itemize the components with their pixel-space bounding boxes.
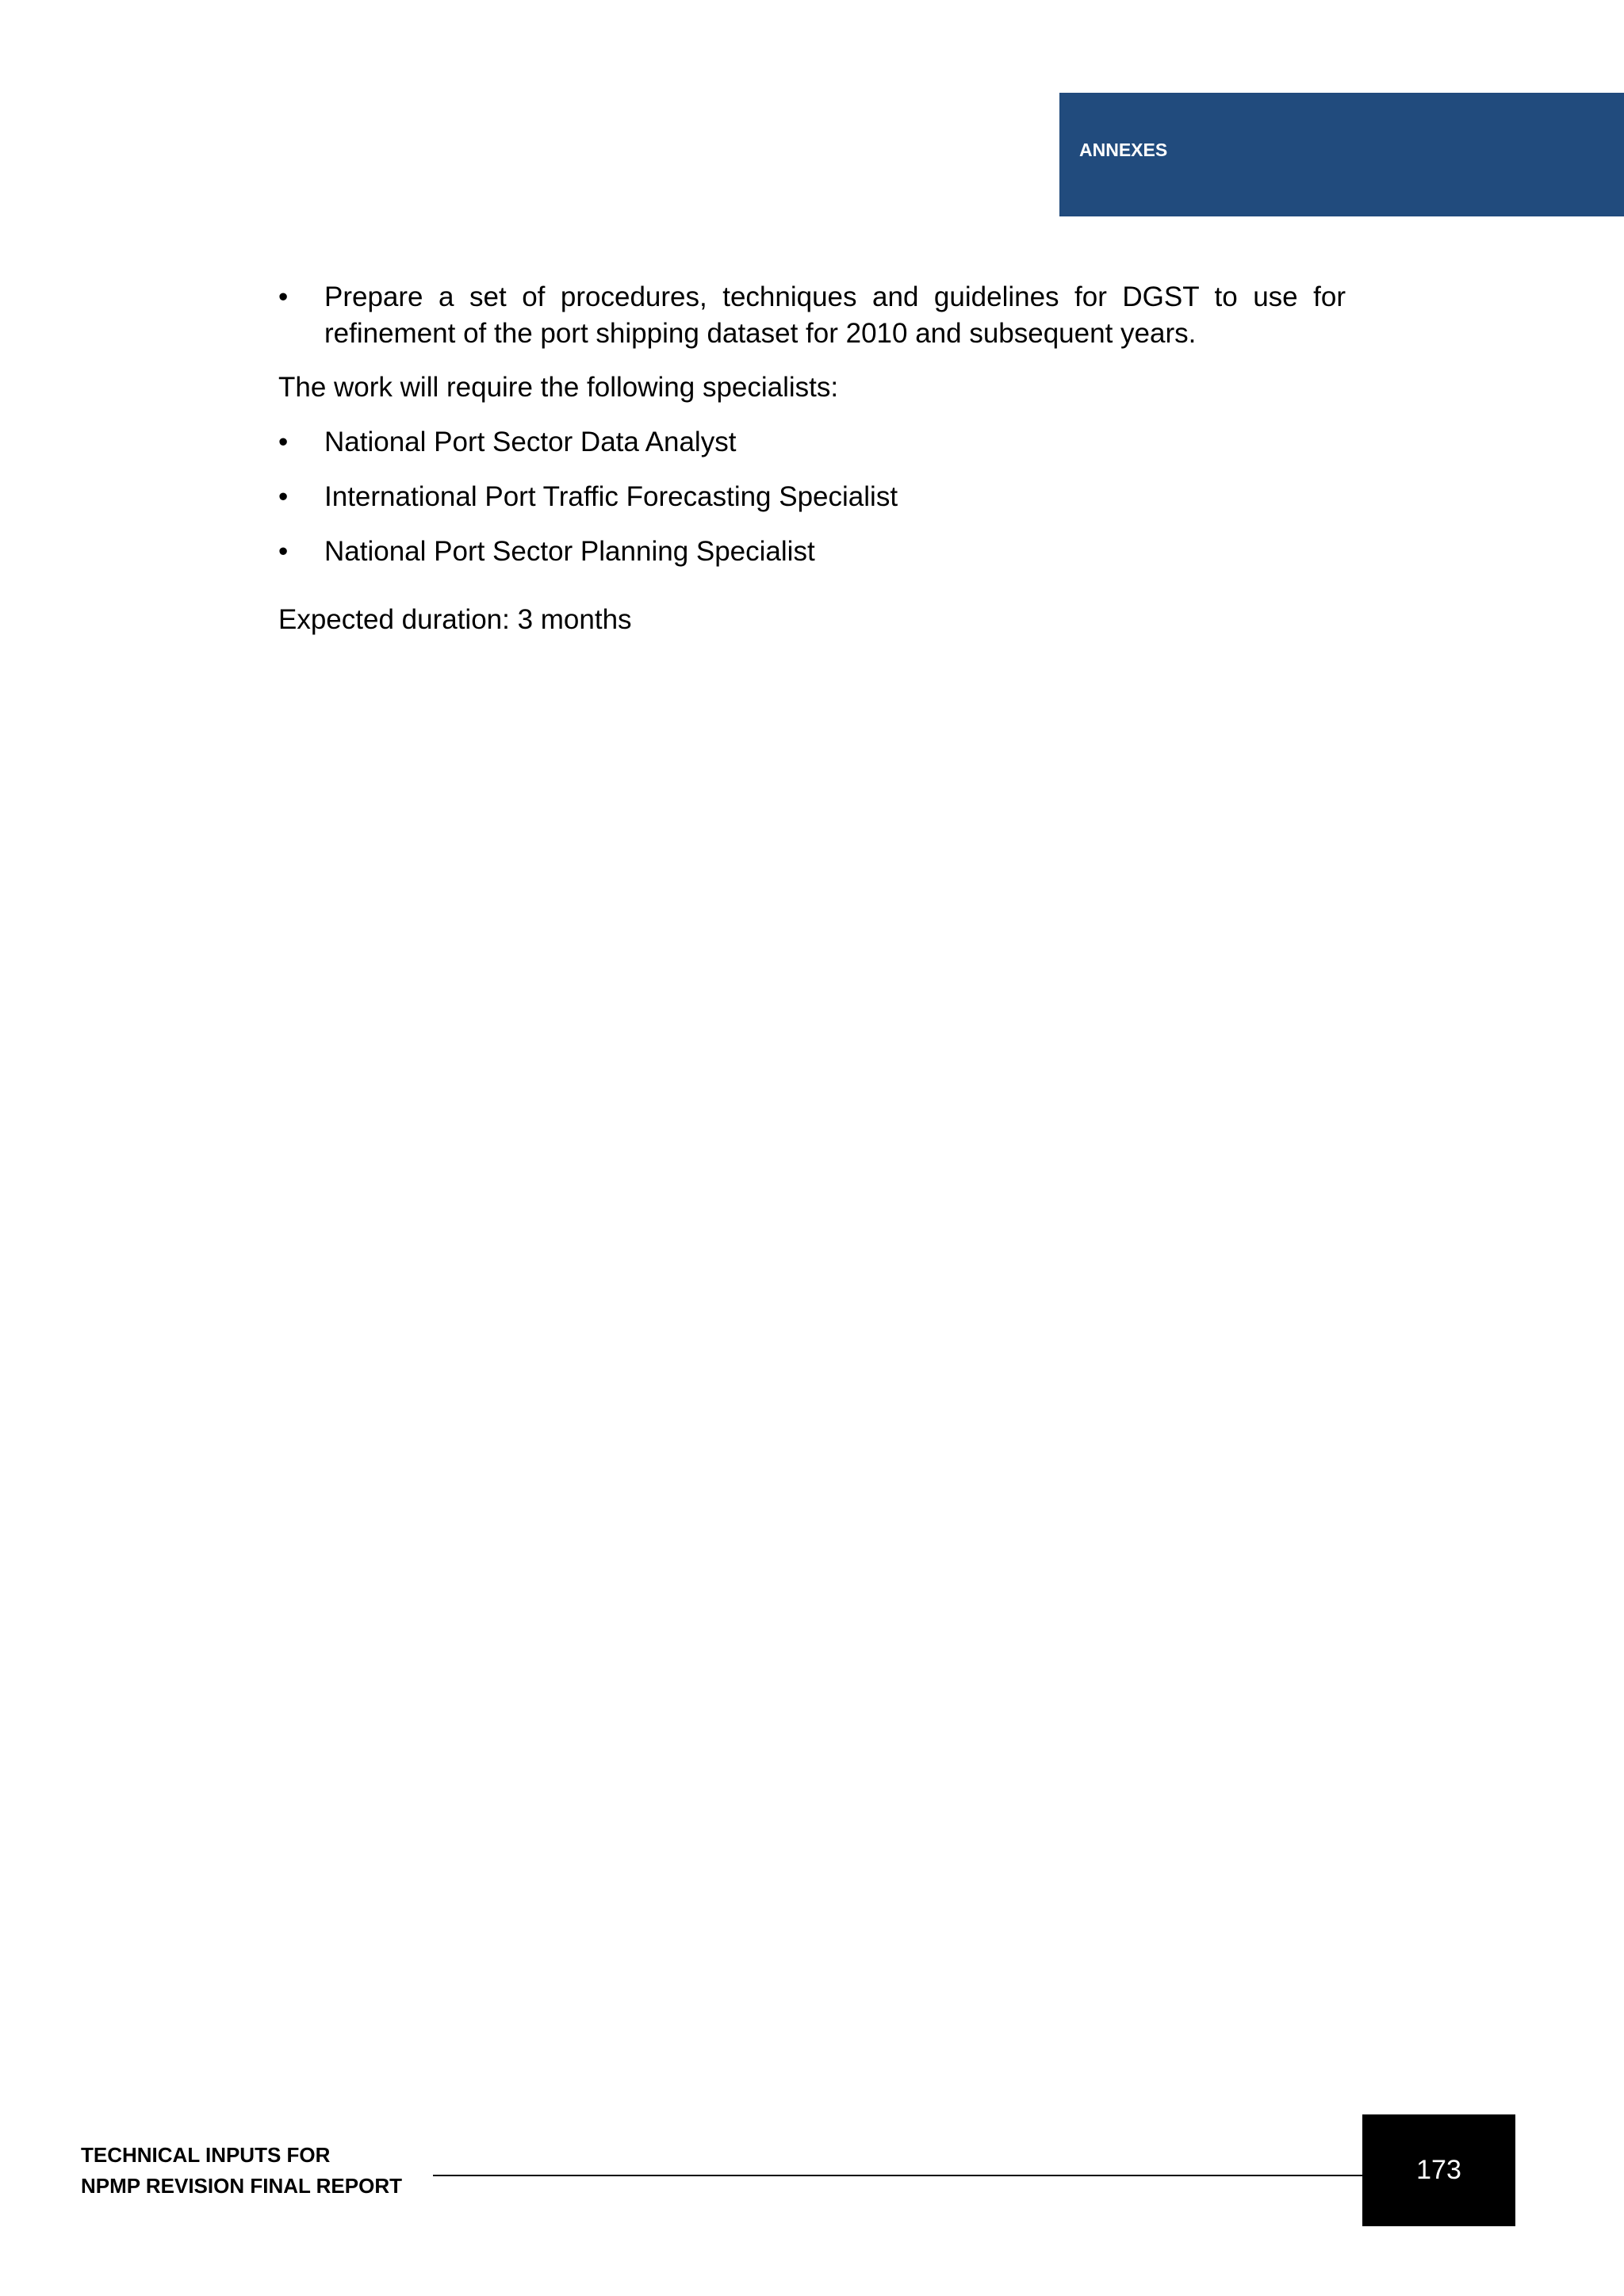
expected-duration: Expected duration: 3 months <box>278 604 632 635</box>
page-number-box <box>1362 2114 1515 2226</box>
specialist-item: National Port Sector Planning Specialist <box>324 536 815 567</box>
bullet-text: Prepare a set of procedures, techniques and guidelines for DGST to use for refinement of the port shipping dataset for 2010 and subsequent years. <box>324 281 1346 349</box>
list-item <box>278 479 1346 515</box>
page-number: 173 <box>1416 2155 1461 2185</box>
footer-title-line: TECHNICAL INPUTS FOR <box>81 2143 331 2167</box>
bullet-icon: • <box>278 481 289 512</box>
specialists-intro: The work will require the following specialists: <box>278 372 839 403</box>
bullet-icon: • <box>278 281 289 312</box>
footer-report-title <box>81 2140 402 2202</box>
bullet-icon: • <box>278 536 289 567</box>
footer-title-line: NPMP REVISION FINAL REPORT <box>81 2174 402 2198</box>
bullet-icon: • <box>278 427 289 457</box>
footer-divider <box>433 2175 1362 2176</box>
section-header-label: ANNEXES <box>1079 140 1168 160</box>
document-body <box>278 279 1346 638</box>
section-header-band <box>1059 93 1624 216</box>
list-item <box>278 279 1346 352</box>
specialist-item: National Port Sector Data Analyst <box>324 427 737 457</box>
list-item <box>278 534 1346 570</box>
list-item <box>278 424 1346 461</box>
specialist-item: International Port Traffic Forecasting Specialist <box>324 481 898 512</box>
